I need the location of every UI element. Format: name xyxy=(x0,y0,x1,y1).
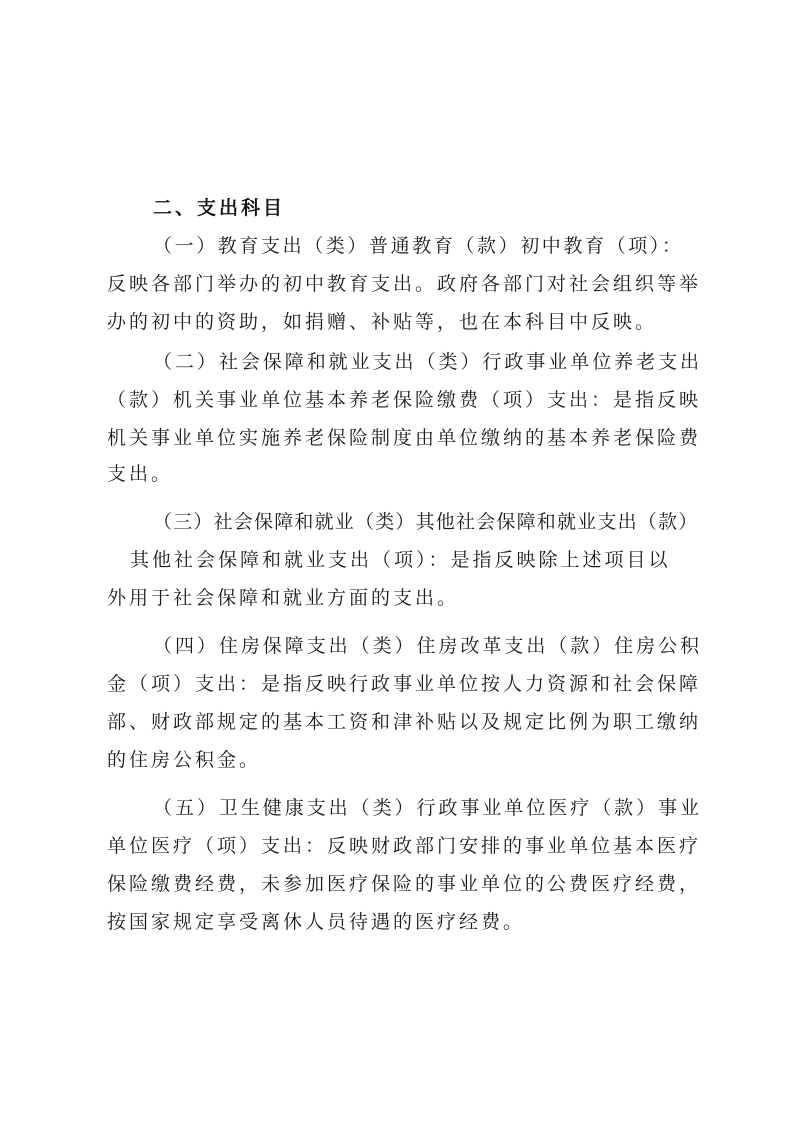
paragraph-line: （一）教育支出（类）普通教育（款）初中教育（项）： xyxy=(153,235,684,257)
paragraph-line: 的住房公积金。 xyxy=(107,749,262,771)
section-heading: 二、支出科目 xyxy=(153,197,286,219)
paragraph-line: （款）机关事业单位基本养老保险缴费（项）支出：是指反映 xyxy=(107,389,702,411)
paragraph-line: （二）社会保障和就业支出（类）行政事业单位养老支出 xyxy=(153,351,703,373)
paragraph-line: 反映各部门举办的初中教育支出。政府各部门对社会组织等举 xyxy=(107,273,702,295)
paragraph-line: 按国家规定享受离休人员待遇的医疗经费。 xyxy=(107,911,526,933)
paragraph-line: 办的初中的资助，如捐赠、补贴等，也在本科目中反映。 xyxy=(107,311,658,333)
paragraph-line: 支出。 xyxy=(107,463,174,485)
paragraph-line: 其他社会保障和就业支出（项）：是指反映除上述项目以 xyxy=(130,549,671,571)
paragraph-line: 单位医疗（项）支出：反映财政部门安排的事业单位基本医疗 xyxy=(107,835,702,857)
paragraph-line: （四）住房保障支出（类）住房改革支出（款）住房公积 xyxy=(153,635,703,657)
paragraph-line: 外用于社会保障和就业方面的支出。 xyxy=(107,587,460,609)
paragraph-line: 部、财政部规定的基本工资和津补贴以及规定比例为职工缴纳 xyxy=(107,711,702,733)
paragraph-line: 保险缴费经费，未参加医疗保险的事业单位的公费医疗经费， xyxy=(107,873,702,895)
paragraph-line: （三）社会保障和就业（类）其他社会保障和就业支出（款） xyxy=(153,511,699,533)
paragraph-line: 金（项）支出：是指反映行政事业单位按人力资源和社会保障 xyxy=(107,673,702,695)
paragraph-line: 机关事业单位实施养老保险制度由单位缴纳的基本养老保险费 xyxy=(107,427,702,449)
paragraph-line: （五）卫生健康支出（类）行政事业单位医疗（款）事业 xyxy=(153,797,703,819)
